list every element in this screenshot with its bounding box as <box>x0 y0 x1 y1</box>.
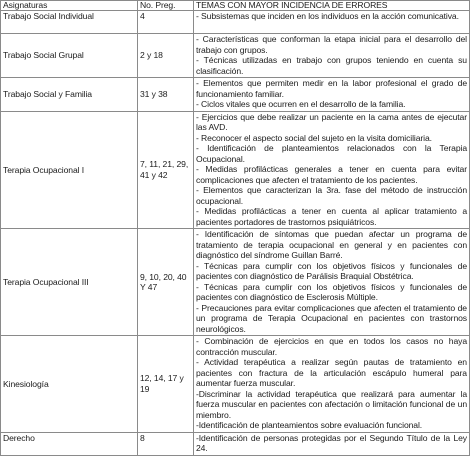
topic-item: - Técnicas para cumplir con los objetivos físicos y funcionales de pacientes con diagnóstico de Parálisis Braquial Obstétrica. <box>196 260 467 281</box>
subject-cell: Terapia Ocupacional I <box>1 111 138 229</box>
topic-item: - Técnicas utilizadas en trabajo con grupos teniendo en cuenta su clasificación. <box>196 55 467 76</box>
question-numbers-cell: 31 y 38 <box>138 78 194 112</box>
topic-item: - Medidas profilácticas generales a tener en cuenta para evitar complicaciones que afecten el tratamiento de los pacientes. <box>196 164 467 185</box>
table-row <box>1 432 470 455</box>
topic-item: - Elementos que caracterizan la 3ra. fase del método de instrucción ocupacional. <box>196 185 467 206</box>
subject-cell: Trabajo Social y Familia <box>1 78 138 112</box>
table-row <box>1 34 470 78</box>
question-numbers-cell: 8 <box>138 432 194 455</box>
subject-cell: Derecho <box>1 432 138 455</box>
topic-item: - Elementos que permiten medir en la labor profesional el grado de funcionamiento familiar. <box>196 78 467 99</box>
topic-item: - Técnicas para cumplir con los objetivos físicos y funcionales de pacientes con diagnóstico de Esclerosis Múltiple. <box>196 281 467 302</box>
topic-item: - Ejercicios que debe realizar un paciente en la cama antes de ejecutar las AVD. <box>196 111 467 132</box>
topic-item: - Actividad terapéutica a realizar según pautas de tratamiento en pacientes con fractura de la articulación escápulo humeral para aumentar fuerza muscular. <box>196 357 467 388</box>
topic-item: - Características que conforman la etapa inicial para el desarrollo del trabajo con grupos. <box>196 34 467 55</box>
topics-cell <box>194 11 470 34</box>
topic-item: - Identificación de planteamientos relacionados con la Terapia Ocupacional. <box>196 143 467 164</box>
topics-cell <box>194 34 470 78</box>
subject-cell: Terapia Ocupacional III <box>1 229 138 336</box>
header-asignaturas: Asignaturas <box>1 1 138 11</box>
table-row <box>1 11 470 34</box>
topic-item: - Ciclos vitales que ocurren en el desarrollo de la familia. <box>196 99 406 109</box>
topic-item: -Discriminar la actividad terapéutica que realizará para aumentar la fuerza muscular en pacientes con afectación o limitación funcional de un miembro. <box>196 388 467 420</box>
topics-cell <box>194 111 470 229</box>
topics-cell <box>194 432 470 455</box>
topic-item: - Identificación de síntomas que puedan afectar un programa de tratamiento de terapia ocupacional en general y en pacientes con diagnóstico del síndrome Guillan Barré. <box>196 229 467 260</box>
question-numbers-cell: 2 y 18 <box>138 34 194 78</box>
table-row <box>1 229 470 336</box>
table-row <box>1 111 470 229</box>
header-no-preg: No. Preg. <box>138 1 194 11</box>
topics-cell <box>194 78 470 112</box>
topic-item: - Subsistemas que inciden en los individuos en la acción comunicativa. <box>196 11 459 21</box>
table-row <box>1 78 470 112</box>
table-header <box>1 1 470 11</box>
question-numbers-cell: 9, 10, 20, 40 Y 47 <box>138 229 194 336</box>
table-row <box>1 336 470 433</box>
question-numbers-cell: 12, 14, 17 y 19 <box>138 336 194 433</box>
table-body <box>1 11 470 456</box>
topic-item: - Medidas profilácticas a tener en cuenta al aplicar tratamiento a pacientes portadores de trastornos psiquiátricos. <box>196 206 467 227</box>
subject-cell: Trabajo Social Individual <box>1 11 138 34</box>
topics-cell <box>194 336 470 433</box>
topic-item: - Reconocer el aspecto social del sujeto en la visita domiciliaria. <box>196 132 432 143</box>
topic-item: - Combinación de ejercicios en que en todos los casos no haya contracción muscular. <box>196 336 467 357</box>
header-row <box>1 1 470 11</box>
topic-item: -Identificación de personas protegidas por el Segundo Título de la Ley 24. <box>196 432 467 453</box>
question-numbers-cell: 7, 11, 21, 29, 41 y 42 <box>138 111 194 229</box>
subject-cell: Kinesiología <box>1 336 138 433</box>
question-numbers-cell: 4 <box>138 11 194 34</box>
subject-cell: Trabajo Social Grupal <box>1 34 138 78</box>
header-temas: TEMAS CON MAYOR INCIDENCIA DE ERRORES <box>194 1 470 11</box>
topic-item: - Precauciones para evitar complicaciones que afecten el tratamiento de un programa de Terapia Ocupacional en pacientes con trastornos neurológicos. <box>196 302 467 334</box>
topic-item: -Identificación de planteamientos sobre evaluación funcional. <box>196 420 423 430</box>
topics-cell <box>194 229 470 336</box>
